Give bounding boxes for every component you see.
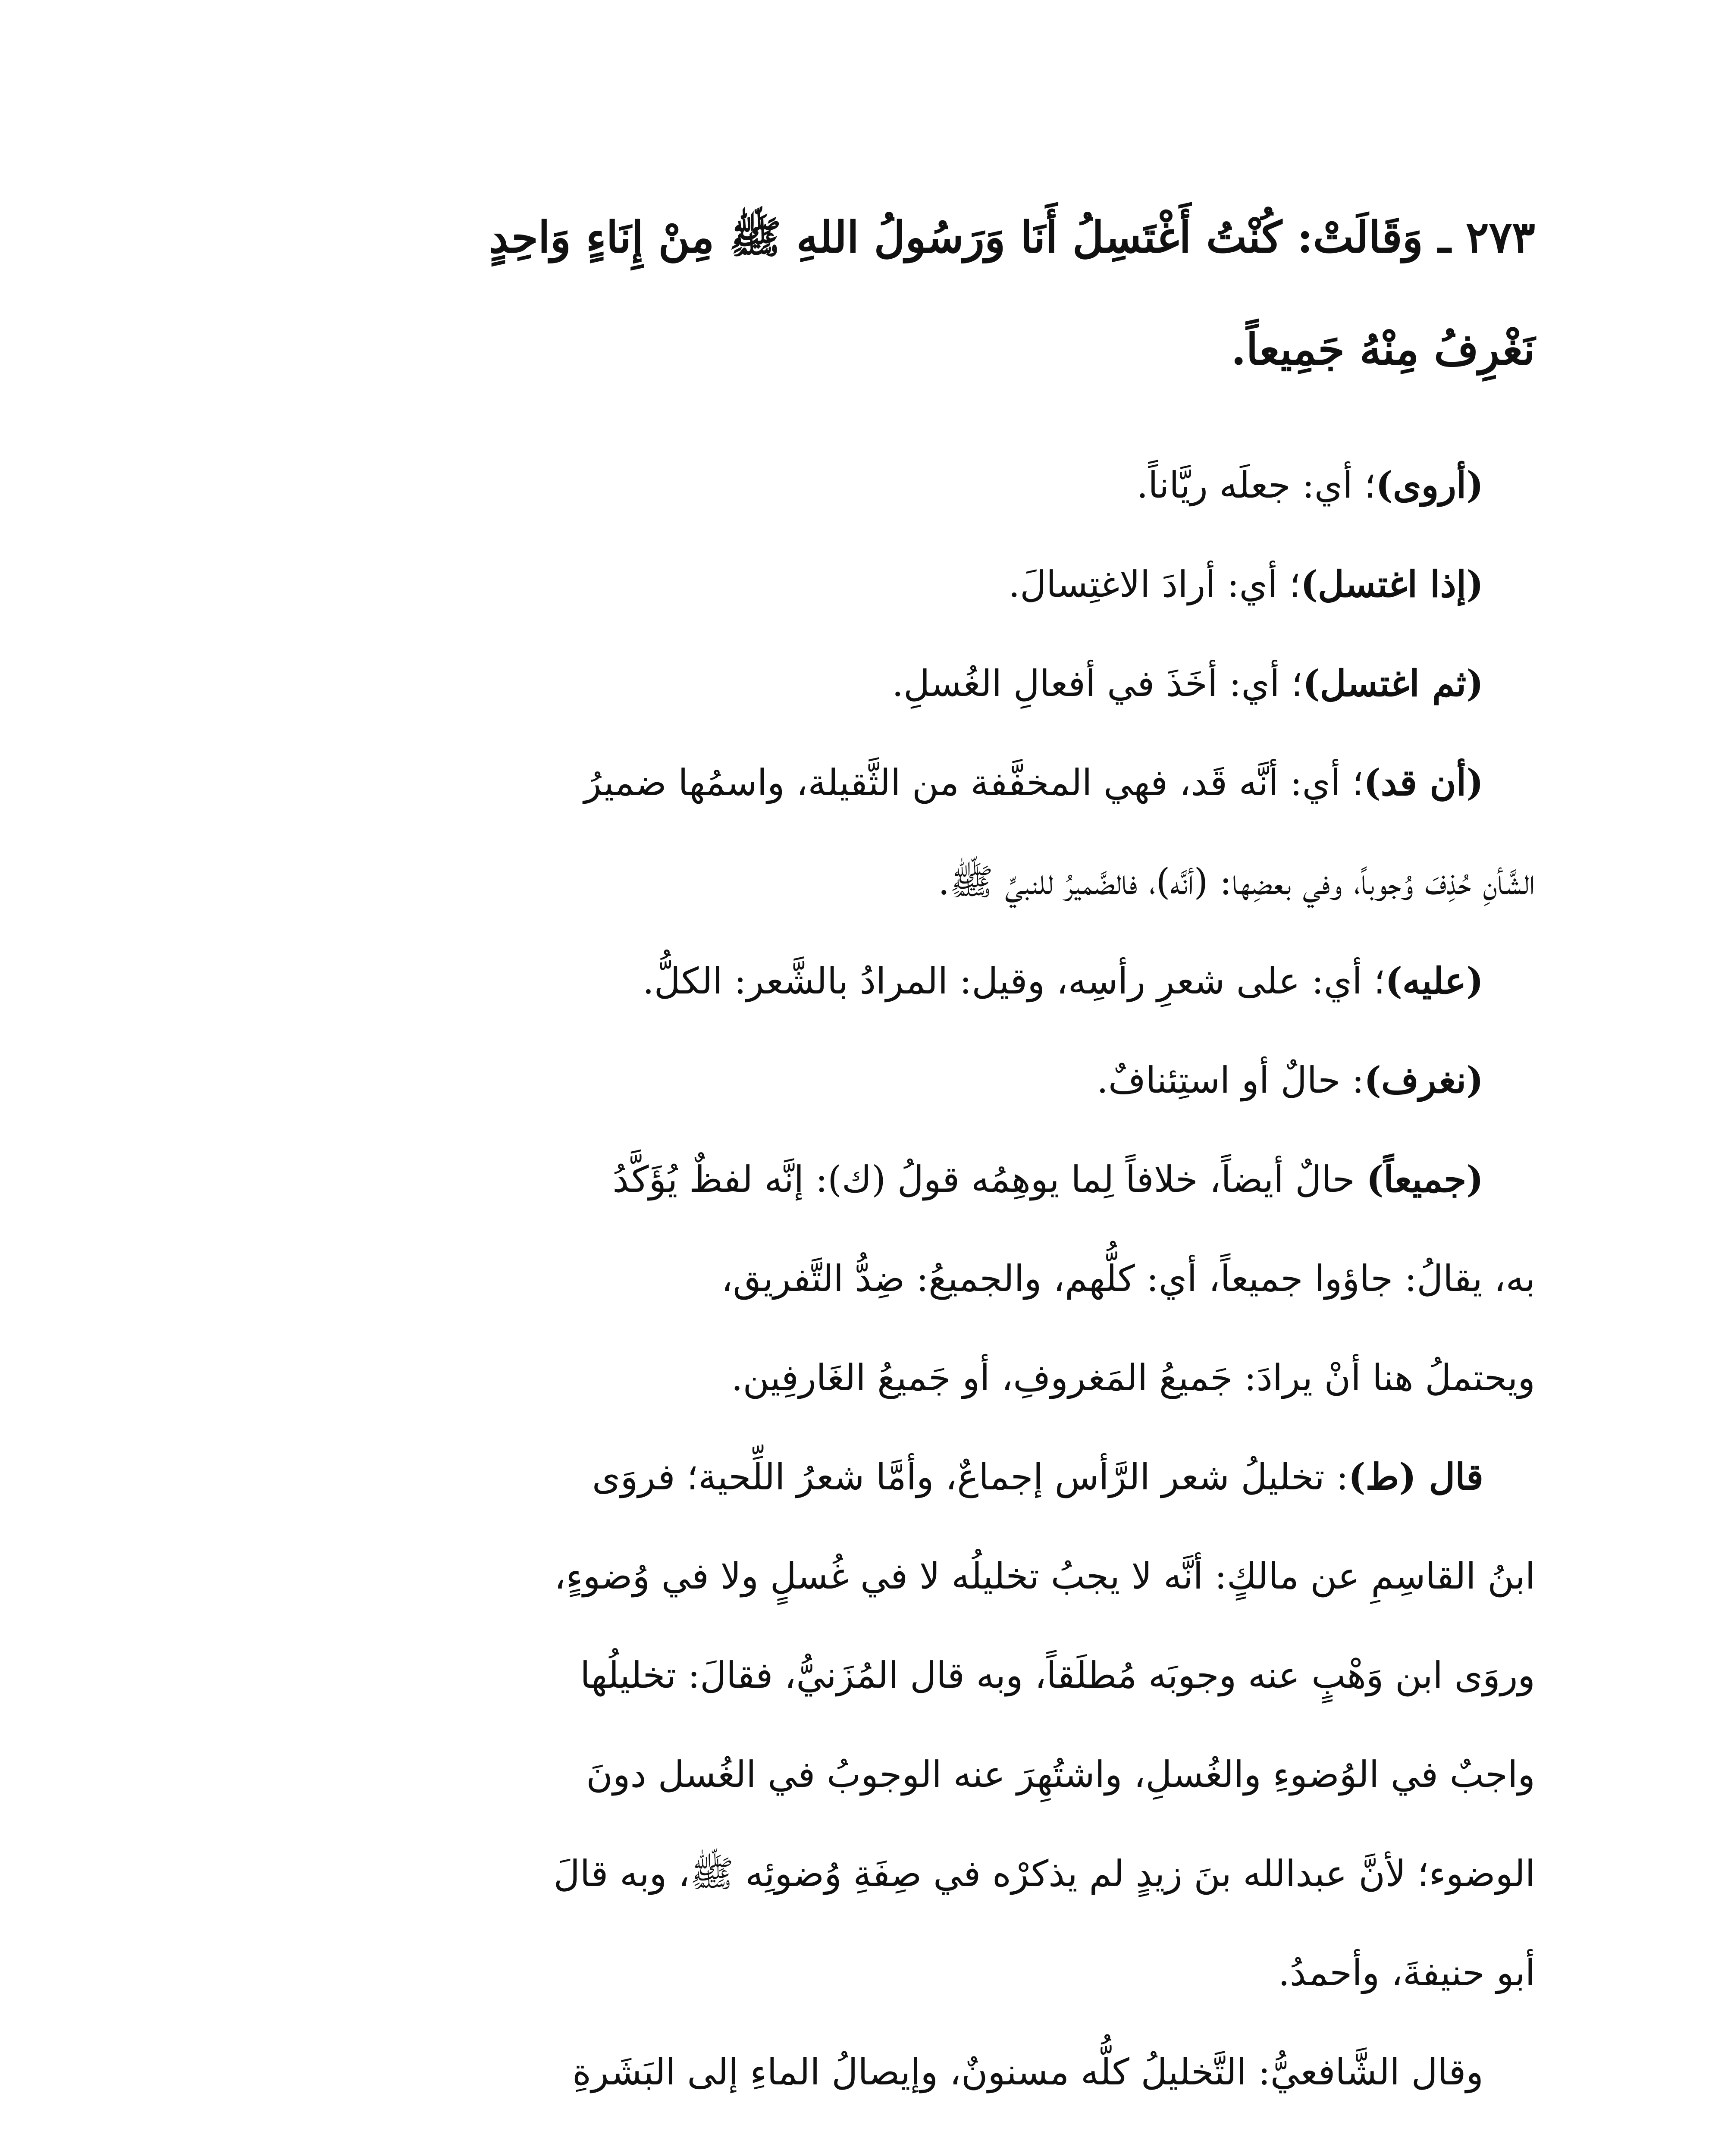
note-naghrif	[241, 1031, 1535, 1130]
note-term: (عليه)	[1385, 959, 1483, 1002]
note-text: ؛ أي: أنَّه قَد، فهي المخفَّفة من الثَّقيلة، واسمُها ضميرُ	[584, 761, 1364, 804]
note-text: ؛ أي: أخَذَ في أفعالِ الغُسلِ.	[892, 662, 1303, 705]
note-line	[241, 1130, 1535, 1229]
note-line: وروَى ابن وَهْبٍ عنه وجوبَه مُطلَقاً، وبه قال المُزَنيُّ، فقالَ: تخليلُها	[580, 1654, 1535, 1696]
note-term: (أروى)	[1376, 464, 1483, 506]
note-text: : تخليلُ شعر الرَّأس إجماعٌ، وأمَّا شعرُ اللِّحية؛ فروَى	[592, 1456, 1348, 1498]
note-term: (ثم اغتسل)	[1302, 662, 1483, 705]
note-shafii	[241, 2022, 1535, 2122]
note-line: واجبٌ في الوُضوءِ والغُسلِ، واشتُهِرَ عنه الوجوبُ في الغُسل دونَ	[586, 1753, 1535, 1796]
note-term: (نغرف)	[1364, 1059, 1483, 1101]
hadith-line: نَغْرِفُ مِنْهُ جَمِيعاً.	[1231, 324, 1535, 375]
note-line: أبو حنيفةَ، وأحمدُ.	[1278, 1952, 1535, 1994]
note-thumma-ightasal	[241, 634, 1535, 733]
note-term: (أن قد)	[1363, 761, 1483, 804]
note-text: ؛ أي: جعلَه ريَّاناً.	[1136, 464, 1376, 506]
note-text: وقال الشَّافعيُّ: التَّخليلُ كلُّه مسنونٌ، وإيصالُ الماءِ إلى البَشَرةِ	[572, 2051, 1483, 2093]
note-line: به، يقالُ: جاؤوا جميعاً، أي: كلُّهم، والجميعُ: ضِدُّ التَّفريق،	[721, 1257, 1535, 1300]
note-text: ؛ أي: على شعرِ رأسِه، وقيل: المرادُ بالشَّعر: الكلُّ.	[642, 960, 1386, 1002]
note-jamian	[241, 1130, 1535, 1427]
note-text: ؛ أي: أرادَ الاغتِسالَ.	[1008, 563, 1301, 605]
note-an-qad	[241, 733, 1535, 931]
note-term: قال (ط)	[1348, 1455, 1483, 1498]
note-line: الوضوء؛ لأنَّ عبدالله بنَ زيدٍ لم يذكرْه في صِفَةِ وُضوئِه ﷺ، وبه قالَ	[553, 1852, 1535, 1895]
note-line	[241, 733, 1535, 832]
note-line	[241, 1427, 1535, 1526]
note-term: (إذا اغتسل)	[1301, 563, 1483, 605]
note-text: حالٌ أيضاً، خلافاً لِما يوهِمُه قولُ (ك): إنَّه لفظٌ يُؤَكَّدُ	[612, 1158, 1367, 1200]
note-line: ابنُ القاسِمِ عن مالكٍ: أنَّه لا يجبُ تخليلُه لا في غُسلٍ ولا في وُضوءٍ،	[554, 1555, 1535, 1597]
note-qala-ta	[241, 1427, 1535, 2022]
note-term: (جميعاً)	[1366, 1158, 1483, 1200]
note-text: : حالٌ أو استِئنافٌ.	[1097, 1059, 1364, 1101]
note-arwa	[241, 436, 1535, 535]
hadith-line: ٢٧٣ ـ وَقَالَتْ: كُنْتُ أَغْتَسِلُ أَنَا وَرَسُولُ اللهِ ﷺ مِنْ إِنَاءٍ وَاحِدٍ	[489, 212, 1535, 263]
note-line: ويحتملُ هنا أنْ يرادَ: جَميعُ المَغروفِ، أو جَميعُ الغَارفِين.	[731, 1357, 1535, 1399]
hadith-text	[241, 181, 1535, 405]
note-alayhi	[241, 931, 1535, 1031]
note-line: الشَّأنِ حُذِفَ وُجوباً، وفي بعضِها: (أنَّه)، فالضَّميرُ للنبيِّ ﷺ.	[938, 861, 1535, 903]
note-idha-ightasal	[241, 535, 1535, 634]
page-content	[241, 181, 1535, 2122]
